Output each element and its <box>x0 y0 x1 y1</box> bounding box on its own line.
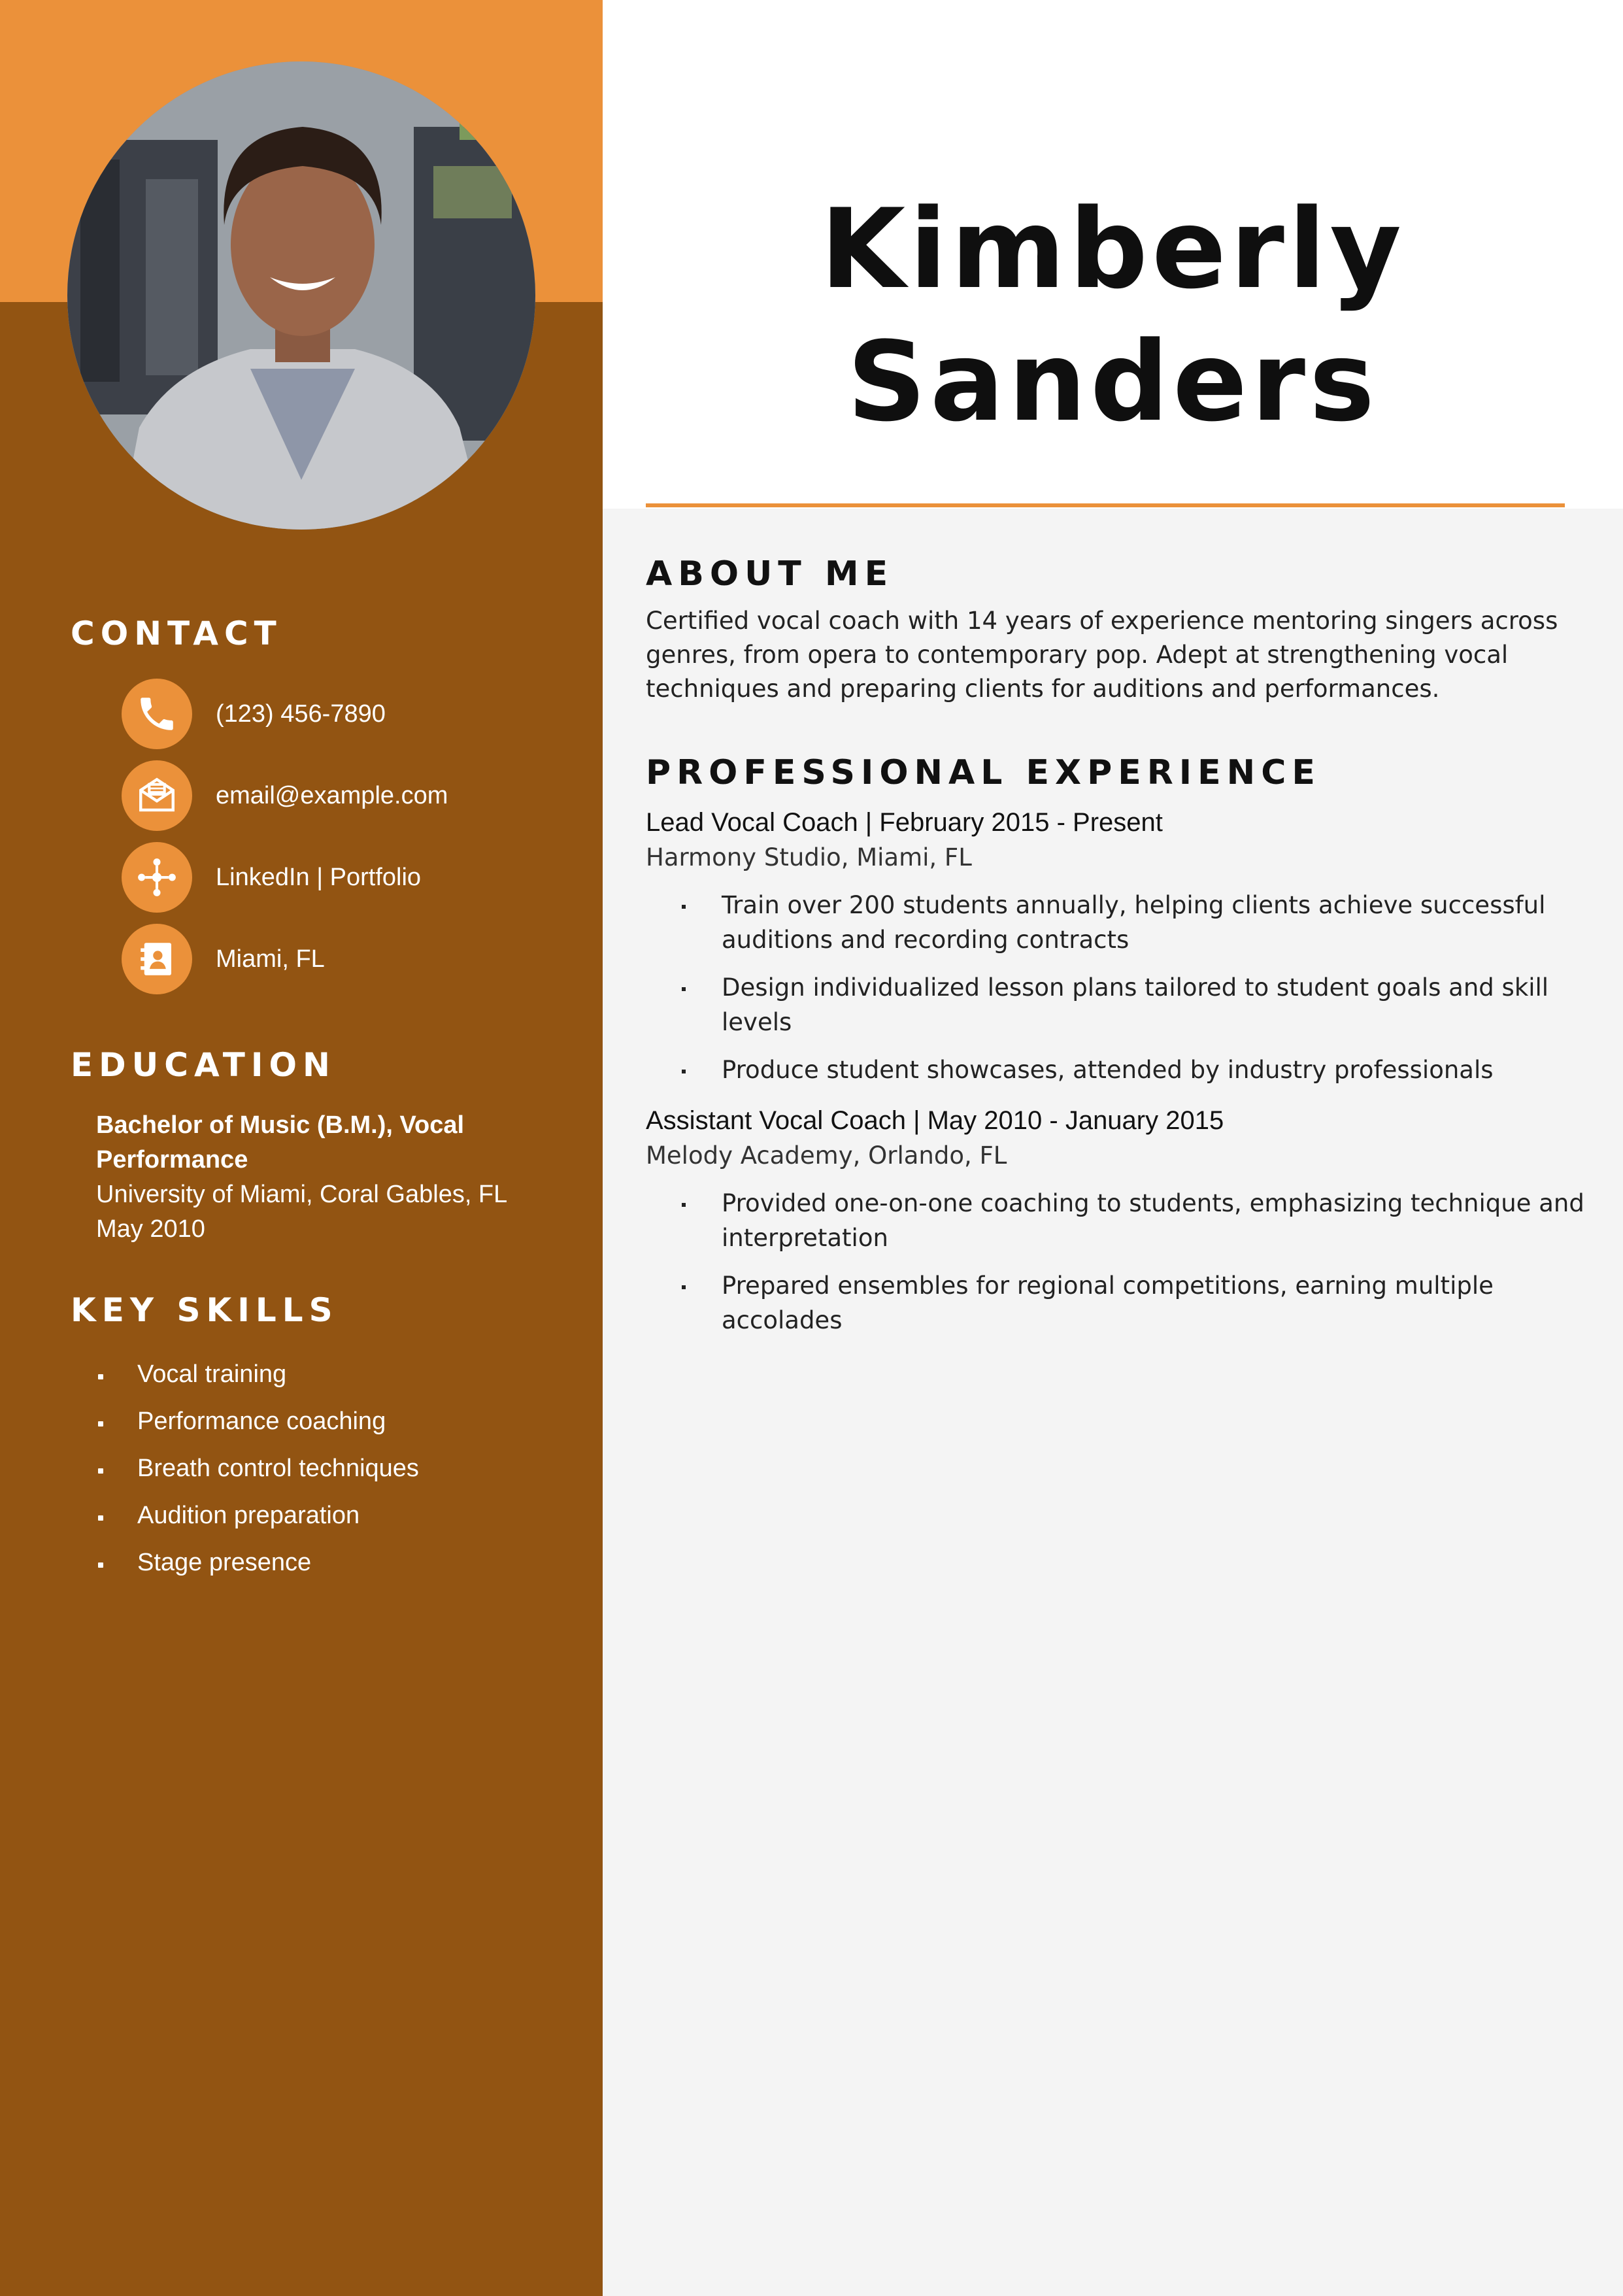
network-icon <box>122 842 192 913</box>
links-text: LinkedIn | Portfolio <box>216 863 422 891</box>
skill-item: Performance coaching <box>98 1402 419 1449</box>
duty-item: Train over 200 students annually, helping clients achieve successful auditions and recording contracts <box>646 888 1587 957</box>
job-title: Assistant Vocal Coach | May 2010 - January 2015 <box>646 1106 1224 1135</box>
last-name: Sanders <box>846 318 1379 446</box>
about-text: Certified vocal coach with 14 years of experience mentoring singers across genres, from opera to contemporary pop. Adept at strengthening vocal techniques and preparing clients for auditions and performances. <box>646 607 1558 703</box>
duty-item: Prepared ensembles for regional competitions, earning multiple accolades <box>646 1268 1587 1338</box>
skill-item: Breath control techniques <box>98 1449 419 1496</box>
duty-list <box>646 1186 1587 1338</box>
contact-location <box>122 924 325 994</box>
skills-list <box>98 1355 419 1590</box>
phone-icon <box>122 679 192 749</box>
email-address: email@example.com <box>216 781 448 809</box>
experience-heading: PROFESSIONAL EXPERIENCE <box>646 753 1321 792</box>
about-heading: ABOUT ME <box>646 554 894 594</box>
duty-item: Provided one-on-one coaching to students, emphasizing technique and interpretation <box>646 1186 1587 1255</box>
graduation-date: May 2010 <box>96 1215 205 1243</box>
job-title: Lead Vocal Coach | February 2015 - Present <box>646 808 1163 837</box>
job-entry <box>646 805 1587 1100</box>
contact-phone <box>122 679 386 749</box>
skill-item: Stage presence <box>98 1543 419 1590</box>
education-entry <box>96 1108 554 1247</box>
location-text: Miami, FL <box>216 945 325 973</box>
duty-list <box>646 888 1587 1087</box>
school: University of Miami, Coral Gables, FL <box>96 1181 508 1208</box>
contact-links <box>122 842 421 913</box>
job-location: Harmony Studio, Miami, FL <box>646 843 972 871</box>
contact-email <box>122 760 448 831</box>
skills-heading: KEY SKILLS <box>71 1291 339 1329</box>
job-entry <box>646 1104 1587 1351</box>
skill-item: Vocal training <box>98 1355 419 1402</box>
education-heading: EDUCATION <box>71 1046 336 1084</box>
profile-photo <box>67 61 535 530</box>
duty-item: Design individualized lesson plans tailored to student goals and skill levels <box>646 970 1587 1039</box>
duty-item: Produce student showcases, attended by industry professionals <box>646 1053 1587 1087</box>
first-name: Kimberly <box>820 185 1405 313</box>
job-location: Melody Academy, Orlando, FL <box>646 1141 1007 1170</box>
phone-number: (123) 456-7890 <box>216 700 386 728</box>
skill-item: Audition preparation <box>98 1496 419 1543</box>
degree: Bachelor of Music (B.M.), Vocal Performance <box>96 1111 465 1173</box>
contact-heading: CONTACT <box>71 615 282 652</box>
header-divider <box>646 503 1565 507</box>
email-icon <box>122 760 192 831</box>
contact-card-icon <box>122 924 192 994</box>
